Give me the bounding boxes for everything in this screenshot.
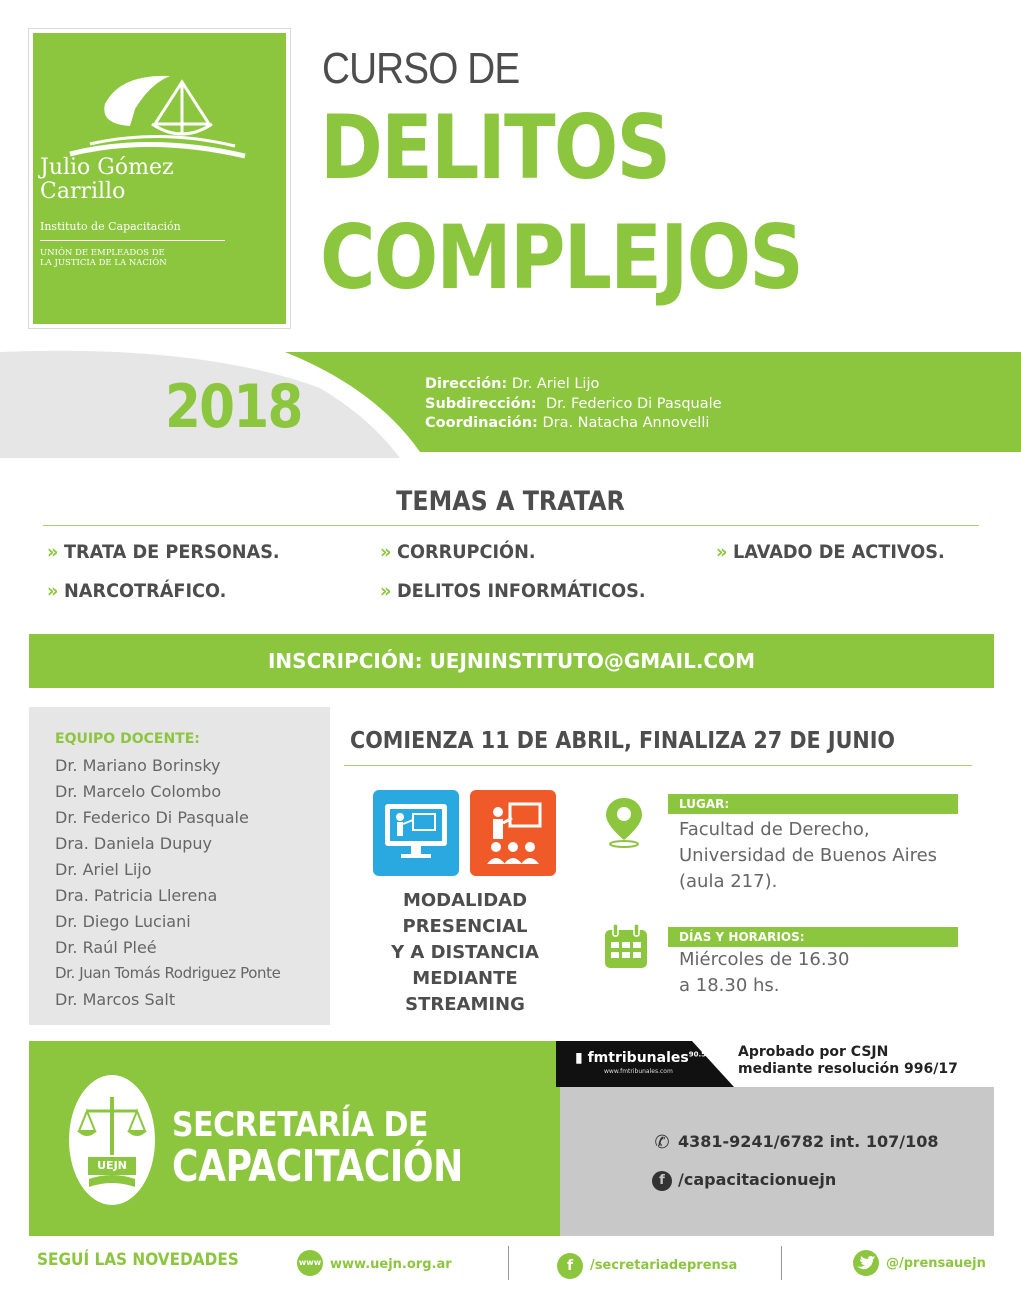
web-icon: www: [297, 1250, 323, 1276]
uejn-label: UEJN: [88, 1157, 136, 1175]
title-line-complejos: COMPLEJOS: [320, 206, 803, 309]
union-name: [40, 248, 240, 268]
facebook-handle: /capacitacionuejn: [678, 1170, 837, 1189]
modality-text: [385, 888, 545, 1018]
schedule-text: [679, 947, 849, 999]
online-monitor-icon: [373, 790, 459, 876]
topics-heading: TEMAS A TRATAR: [396, 486, 625, 517]
dates-divider: [344, 765, 972, 766]
radio-logo: [575, 1050, 706, 1066]
teacher-name: Dr. Raúl Pleé: [55, 938, 157, 957]
modality-line: PRESENCIAL: [402, 916, 528, 937]
institute-name: [40, 156, 240, 204]
topic-label: CORRUPCIÓN.: [397, 541, 536, 563]
topic-item: [716, 541, 945, 563]
website-link[interactable]: www.uejn.org.ar: [330, 1257, 452, 1272]
approval-line: Aprobado por CSJN: [738, 1044, 889, 1060]
chevron-right-icon: »: [47, 541, 59, 563]
modality-line: MODALIDAD: [402, 890, 528, 911]
contact-facebook[interactable]: [652, 1170, 836, 1191]
teaching-team-heading: EQUIPO DOCENTE:: [55, 731, 200, 747]
secretariat-title-line1: SECRETARÍA DE: [172, 1105, 428, 1145]
uejn-emblem: [69, 1075, 155, 1205]
calendar-icon: [602, 922, 650, 970]
teacher-name: Dr. Juan Tomás Rodriguez Ponte: [55, 964, 281, 982]
title-prefix: CURSO DE: [322, 44, 520, 93]
teacher-name: Dra. Patricia Llerena: [55, 886, 218, 905]
radio-url[interactable]: www.fmtribunales.com: [604, 1068, 673, 1075]
signal-icon: ▮: [575, 1050, 583, 1066]
topic-item: [380, 580, 646, 602]
staff-role: Subdirección:: [425, 396, 537, 412]
union-name-line2: LA JUSTICIA DE LA NACIÓN: [40, 258, 167, 268]
twitter-link[interactable]: @/prensauejn: [886, 1256, 986, 1271]
modality-line: Y A DISTANCIA: [391, 942, 539, 963]
facebook-link[interactable]: /secretariadeprensa: [590, 1258, 738, 1273]
topic-item: [47, 580, 226, 602]
course-dates: COMIENZA 11 DE ABRIL, FINALIZA 27 DE JUNIO: [350, 728, 896, 754]
schedule-line: a 18.30 hs.: [679, 975, 780, 996]
registration-email[interactable]: INSCRIPCIÓN: UEJNINSTITUTO@GMAIL.COM: [267, 649, 756, 673]
staff-coordinacion: [425, 414, 709, 432]
twitter-icon: [853, 1250, 879, 1276]
staff-role: Dirección:: [425, 376, 508, 392]
schedule-line: Miércoles de 16.30: [679, 949, 850, 970]
facebook-icon: f: [652, 1171, 672, 1191]
course-year: 2018: [165, 372, 302, 442]
staff-role: Coordinación:: [425, 415, 538, 431]
modality-line: MEDIANTE: [412, 968, 518, 989]
phone-number: 4381-9241/6782 int. 107/108: [678, 1132, 939, 1151]
venue-line: (aula 217).: [679, 871, 778, 892]
location-pin-icon: [602, 794, 646, 848]
approval-note: [738, 1044, 958, 1078]
venue-line: Universidad de Buenos Aires: [679, 845, 938, 866]
staff-name: Dra. Natacha Annovelli: [542, 415, 710, 431]
facebook-icon: f: [557, 1253, 583, 1279]
staff-name: Dr. Federico Di Pasquale: [545, 396, 722, 412]
contact-phone[interactable]: [652, 1132, 938, 1153]
institute-name-line1: Julio Gómez: [40, 155, 174, 180]
institute-name-line2: Carrillo: [40, 179, 126, 204]
radio-brand: fmtribunales: [587, 1050, 689, 1066]
topics-divider: [43, 525, 979, 526]
logo-divider: [40, 240, 225, 241]
modality-line: STREAMING: [405, 994, 525, 1015]
teacher-name: Dr. Marcelo Colombo: [55, 782, 222, 801]
phone-icon: ✆: [654, 1131, 670, 1153]
topic-label: DELITOS INFORMÁTICOS.: [397, 580, 646, 602]
radio-frequency: 90.5: [688, 1050, 706, 1059]
chevron-right-icon: »: [716, 541, 728, 563]
venue-line: Facultad de Derecho,: [679, 819, 870, 840]
teacher-name: Dr. Mariano Borinsky: [55, 756, 221, 775]
scales-quill-logo-icon: [60, 64, 250, 164]
approval-line: mediante resolución 996/17: [738, 1061, 958, 1077]
follow-us-label: SEGUÍ LAS NOVEDADES: [37, 1250, 239, 1270]
teacher-name: Dr. Federico Di Pasquale: [55, 808, 249, 827]
institute-subtitle: Instituto de Capacitación: [40, 220, 181, 233]
staff-subdireccion: [425, 395, 722, 413]
staff-direccion: [425, 375, 599, 393]
staff-name: Dr. Ariel Lijo: [511, 376, 600, 392]
union-name-line1: UNIÓN DE EMPLEADOS DE: [40, 248, 165, 258]
contact-panel: [560, 1087, 994, 1236]
venue-label: LUGAR:: [668, 794, 958, 814]
topic-item: [47, 541, 280, 563]
venue-address: [679, 817, 937, 895]
teacher-name: Dra. Daniela Dupuy: [55, 834, 212, 853]
secretariat-title-line2: CAPACITACIÓN: [172, 1141, 463, 1192]
topic-label: LAVADO DE ACTIVOS.: [733, 541, 945, 563]
footer-divider: [508, 1246, 509, 1280]
chevron-right-icon: »: [380, 580, 392, 602]
footer-divider: [781, 1246, 782, 1280]
teacher-name: Dr. Marcos Salt: [55, 990, 176, 1009]
title-line-delitos: DELITOS: [320, 96, 670, 199]
classroom-presenter-icon: [470, 790, 556, 876]
teacher-name: Dr. Diego Luciani: [55, 912, 191, 931]
chevron-right-icon: »: [47, 580, 59, 602]
chevron-right-icon: »: [380, 541, 392, 563]
topic-label: NARCOTRÁFICO.: [64, 580, 227, 602]
topic-item: [380, 541, 536, 563]
topic-label: TRATA DE PERSONAS.: [64, 541, 280, 563]
scales-justice-icon: [69, 1075, 155, 1205]
teacher-name: Dr. Ariel Lijo: [55, 860, 152, 879]
schedule-label: DÍAS Y HORARIOS:: [668, 927, 958, 947]
